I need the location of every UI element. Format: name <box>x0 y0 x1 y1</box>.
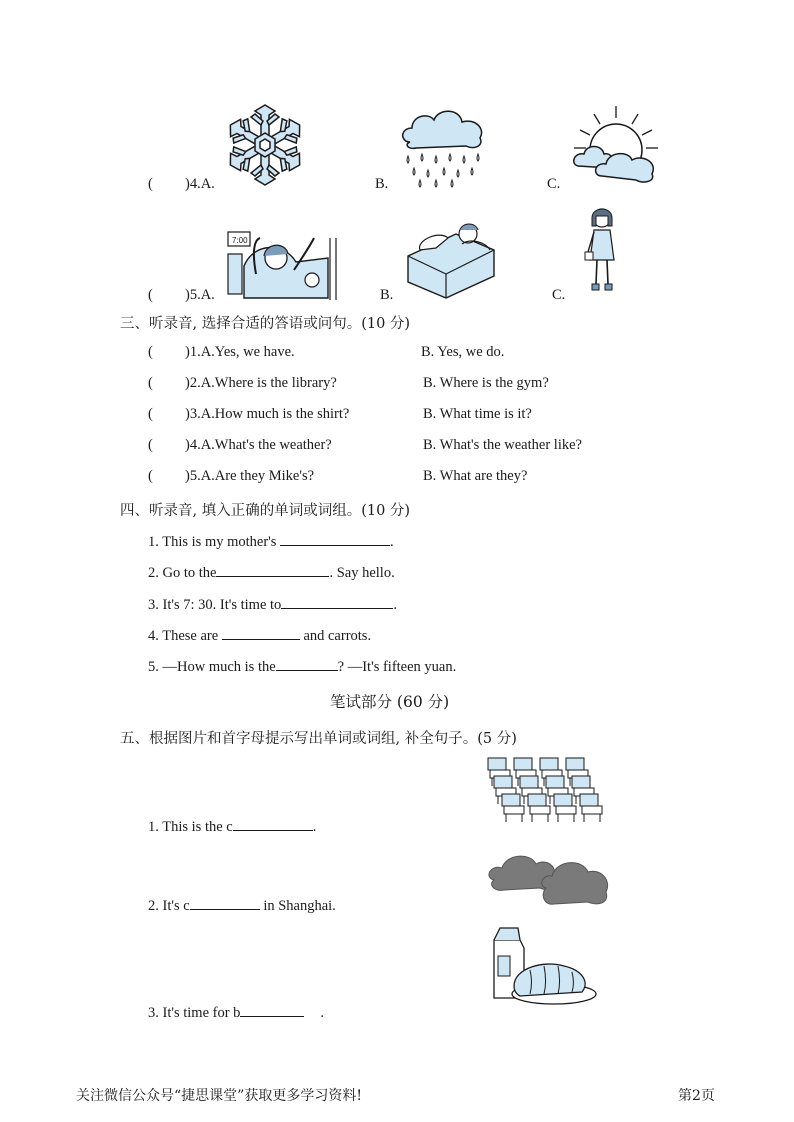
s4-item-3-end: . <box>393 597 397 613</box>
q5-number: )5.A. <box>185 287 215 303</box>
q4-paren: ( <box>148 176 153 192</box>
written-part-title: 笔试部分 (60 分) <box>330 693 450 711</box>
girl-illustration-icon <box>584 206 620 294</box>
q4-number: )4.A. <box>185 176 215 192</box>
s3-item-2-option-a: )2.A.Where is the library? <box>185 375 337 391</box>
q5-paren: ( <box>148 287 153 303</box>
s4-item-3-blank[interactable] <box>281 594 393 609</box>
s4-item-3 <box>148 594 397 614</box>
s4-item-4-end: and carrots. <box>299 628 372 644</box>
s4-item-3-text: 3. It's 7: 30. It's time to <box>148 597 282 613</box>
s4-item-1 <box>148 531 394 551</box>
s3-item-2-option-b: B. Where is the gym? <box>423 375 549 391</box>
s4-item-1-text: 1. This is my mother's <box>148 534 281 550</box>
s4-item-5-blank[interactable] <box>276 656 338 671</box>
clock-label: 7:00 <box>232 236 248 245</box>
s4-item-2-end: . Say hello. <box>329 565 395 581</box>
section-5-title: 五、根据图片和首字母提示写出单词或词组, 补全句子。(5 分) <box>120 731 517 747</box>
s3-item-1-paren: ( <box>148 344 153 360</box>
s3-item-3-paren: ( <box>148 406 153 422</box>
s4-item-2-blank[interactable] <box>216 562 329 577</box>
cloudy-icon <box>488 850 612 908</box>
s3-item-4-paren: ( <box>148 437 153 453</box>
s3-item-4-option-a: )4.A.What's the weather? <box>185 437 332 453</box>
classroom-desks-icon <box>488 758 612 826</box>
s3-item-5-option-a: )5.A.Are they Mike's? <box>185 468 315 484</box>
snowflake-icon <box>226 104 304 186</box>
s3-item-5-option-b: B. What are they? <box>423 468 528 484</box>
q5-option-b: B. <box>380 287 394 303</box>
footer-promo: 关注微信公众号“捷思课堂”获取更多学习资料! <box>76 1088 362 1104</box>
s3-item-5-paren: ( <box>148 468 153 484</box>
s3-item-1-option-a: )1.A.Yes, we have. <box>185 344 295 360</box>
s3-item-2-paren: ( <box>148 375 153 391</box>
s4-item-1-end: . <box>390 534 394 550</box>
rain-cloud-icon <box>400 106 488 188</box>
s5-item-1-end: . <box>312 819 317 835</box>
s4-item-5-text: 5. —How much is the <box>148 659 276 675</box>
s5-item-3-end: . <box>320 1005 325 1021</box>
cloudy-sun-icon <box>572 104 660 186</box>
page-number: 第2页 <box>678 1088 715 1104</box>
s4-item-2-text: 2. Go to the <box>148 565 217 581</box>
s4-item-1-blank[interactable] <box>280 531 390 546</box>
q5-option-c: C. <box>552 287 566 303</box>
get-up-illustration-icon <box>224 228 340 302</box>
s5-item-2-blank[interactable] <box>190 895 260 910</box>
s4-item-2 <box>148 562 395 582</box>
section-4-title: 四、听录音, 填入正确的单词或词组。(10 分) <box>120 503 411 519</box>
s4-item-4 <box>148 625 371 645</box>
q4-option-c: C. <box>547 176 561 192</box>
s5-item-1-blank[interactable] <box>233 816 313 831</box>
s5-item-1 <box>148 816 316 836</box>
s3-item-3-option-b: B. What time is it? <box>423 406 532 422</box>
s5-item-1-text: 1. This is the c <box>148 819 233 835</box>
s3-item-1-option-b: B. Yes, we do. <box>421 344 505 360</box>
s4-item-5-end: ? —It's fifteen yuan. <box>337 659 457 675</box>
s5-item-3-text: 3. It's time for b <box>148 1005 241 1021</box>
section-3-title: 三、听录音, 选择合适的答语或问句。(10 分) <box>120 316 411 332</box>
s5-item-2 <box>148 895 336 915</box>
s4-item-5 <box>148 656 456 676</box>
s4-item-4-text: 4. These are <box>148 628 222 644</box>
s5-item-2-end: in Shanghai. <box>259 898 336 914</box>
sleeping-illustration-icon <box>400 216 500 300</box>
q4-option-b: B. <box>375 176 389 192</box>
s5-item-3 <box>148 1002 324 1022</box>
milk-and-bread-icon <box>490 926 600 1008</box>
s3-item-3-option-a: )3.A.How much is the shirt? <box>185 406 350 422</box>
s4-item-4-blank[interactable] <box>222 625 300 640</box>
s5-item-2-text: 2. It's c <box>148 898 190 914</box>
s3-item-4-option-b: B. What's the weather like? <box>423 437 582 453</box>
s5-item-3-blank[interactable] <box>240 1002 304 1017</box>
